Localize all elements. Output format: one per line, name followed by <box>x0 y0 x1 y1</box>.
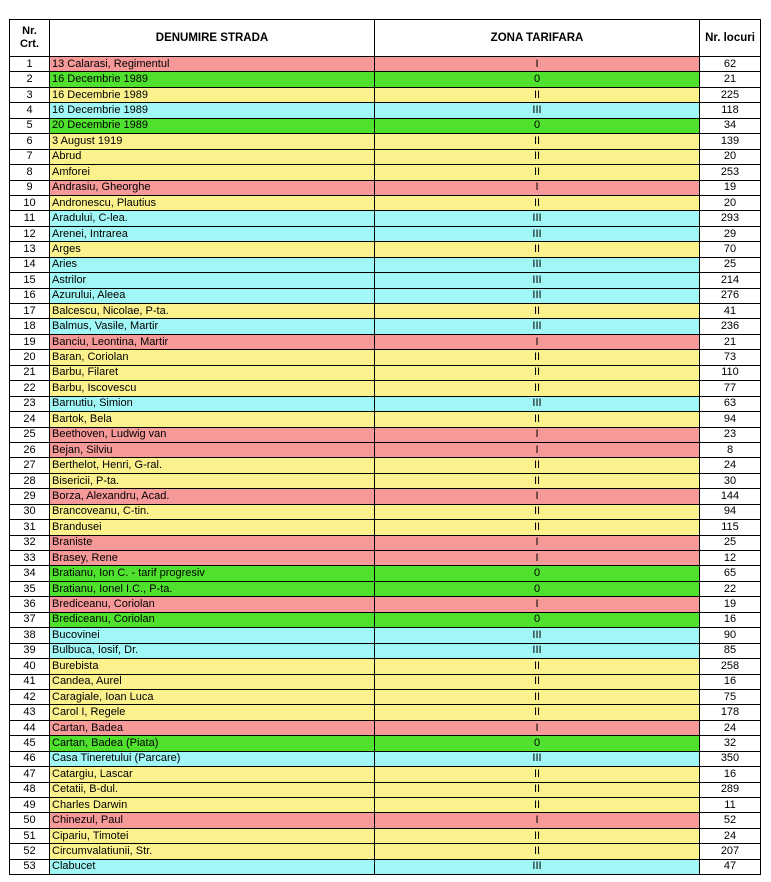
row-number-cell: 17 <box>10 304 50 319</box>
table-row <box>10 442 761 457</box>
parking-spots-cell: 32 <box>700 736 761 751</box>
parking-spots-cell: 110 <box>700 365 761 380</box>
tariff-zone-cell: III <box>375 319 700 334</box>
parking-spots-cell: 276 <box>700 288 761 303</box>
row-number-cell: 52 <box>10 844 50 859</box>
table-row <box>10 427 761 442</box>
street-name-cell: Brasey, Rene <box>50 551 375 566</box>
table-row <box>10 489 761 504</box>
table-row <box>10 195 761 210</box>
parking-spots-cell: 214 <box>700 273 761 288</box>
tariff-zone-cell: II <box>375 705 700 720</box>
street-name-cell: Cartan, Badea (Piata) <box>50 736 375 751</box>
row-number-cell: 33 <box>10 551 50 566</box>
table-row <box>10 396 761 411</box>
row-number-cell: 12 <box>10 226 50 241</box>
row-number-cell: 21 <box>10 365 50 380</box>
street-name-cell: Bulbuca, Iosif, Dr. <box>50 643 375 658</box>
tariff-zone-cell: II <box>375 195 700 210</box>
parking-spots-cell: 94 <box>700 504 761 519</box>
tariff-zone-cell: II <box>375 828 700 843</box>
street-name-cell: Borza, Alexandru, Acad. <box>50 489 375 504</box>
tariff-zone-cell: II <box>375 458 700 473</box>
parking-spots-cell: 19 <box>700 597 761 612</box>
row-number-cell: 20 <box>10 350 50 365</box>
parking-spots-cell: 12 <box>700 551 761 566</box>
parking-spots-cell: 34 <box>700 118 761 133</box>
row-number-cell: 49 <box>10 798 50 813</box>
tariff-zone-cell: II <box>375 304 700 319</box>
parking-spots-cell: 144 <box>700 489 761 504</box>
parking-spots-cell: 94 <box>700 412 761 427</box>
table-row <box>10 319 761 334</box>
row-number-cell: 1 <box>10 57 50 72</box>
header-nr-line1: Nr. <box>22 25 37 37</box>
parking-spots-cell: 225 <box>700 87 761 102</box>
table-row <box>10 689 761 704</box>
street-name-cell: Barbu, Iscovescu <box>50 381 375 396</box>
table-row <box>10 134 761 149</box>
tariff-zone-cell: III <box>375 288 700 303</box>
tariff-zone-cell: I <box>375 489 700 504</box>
table-row <box>10 828 761 843</box>
parking-spots-cell: 207 <box>700 844 761 859</box>
tariff-zone-cell: II <box>375 149 700 164</box>
street-name-cell: Astrilor <box>50 273 375 288</box>
table-body <box>10 57 761 875</box>
street-name-cell: Caragiale, Ioan Luca <box>50 689 375 704</box>
table-row <box>10 304 761 319</box>
table-row <box>10 705 761 720</box>
table-row <box>10 273 761 288</box>
street-name-cell: Balmus, Vasile, Martir <box>50 319 375 334</box>
row-number-cell: 50 <box>10 813 50 828</box>
row-number-cell: 15 <box>10 273 50 288</box>
table-row <box>10 767 761 782</box>
parking-spots-cell: 236 <box>700 319 761 334</box>
tariff-zone-cell: III <box>375 396 700 411</box>
tariff-zone-cell: II <box>375 689 700 704</box>
tariff-zone-cell: I <box>375 813 700 828</box>
tariff-zone-cell: II <box>375 87 700 102</box>
parking-spots-cell: 29 <box>700 226 761 241</box>
street-name-cell: Brancoveanu, C-tin. <box>50 504 375 519</box>
tariff-zone-cell: III <box>375 257 700 272</box>
tariff-zone-cell: II <box>375 782 700 797</box>
tariff-zone-cell: II <box>375 134 700 149</box>
street-name-cell: Aradului, C-lea. <box>50 211 375 226</box>
street-name-cell: Casa Tineretului (Parcare) <box>50 751 375 766</box>
parking-spots-cell: 115 <box>700 520 761 535</box>
header-nr-crt <box>10 20 50 57</box>
tariff-zone-cell: III <box>375 859 700 874</box>
street-name-cell: Cartan, Badea <box>50 720 375 735</box>
table-row <box>10 581 761 596</box>
row-number-cell: 18 <box>10 319 50 334</box>
tariff-zone-cell: II <box>375 659 700 674</box>
parking-spots-cell: 65 <box>700 566 761 581</box>
street-name-cell: Bisericii, P-ta. <box>50 473 375 488</box>
parking-spots-cell: 70 <box>700 242 761 257</box>
parking-spots-cell: 73 <box>700 350 761 365</box>
parking-spots-cell: 289 <box>700 782 761 797</box>
row-number-cell: 53 <box>10 859 50 874</box>
tariff-zone-cell: III <box>375 273 700 288</box>
tariff-zone-cell: II <box>375 473 700 488</box>
parking-spots-cell: 47 <box>700 859 761 874</box>
tariff-zone-cell: II <box>375 798 700 813</box>
tariff-zone-cell: 0 <box>375 118 700 133</box>
parking-spots-cell: 25 <box>700 535 761 550</box>
tariff-zone-cell: II <box>375 412 700 427</box>
tariff-zone-cell: III <box>375 211 700 226</box>
street-name-cell: Amforei <box>50 165 375 180</box>
tariff-zone-cell: II <box>375 767 700 782</box>
street-name-cell: Brandusei <box>50 520 375 535</box>
table-row <box>10 520 761 535</box>
tariff-zone-cell: III <box>375 751 700 766</box>
row-number-cell: 22 <box>10 381 50 396</box>
table-row <box>10 736 761 751</box>
table-row <box>10 813 761 828</box>
street-name-cell: Banciu, Leontina, Martir <box>50 334 375 349</box>
street-name-cell: 13 Calarasi, Regimentul <box>50 57 375 72</box>
parking-spots-cell: 21 <box>700 72 761 87</box>
tariff-zone-cell: 0 <box>375 566 700 581</box>
table-row <box>10 674 761 689</box>
street-name-cell: Burebista <box>50 659 375 674</box>
row-number-cell: 36 <box>10 597 50 612</box>
street-name-cell: Berthelot, Henri, G-ral. <box>50 458 375 473</box>
parking-spots-cell: 52 <box>700 813 761 828</box>
row-number-cell: 2 <box>10 72 50 87</box>
table-row <box>10 782 761 797</box>
parking-spots-cell: 16 <box>700 674 761 689</box>
tariff-zone-cell: I <box>375 597 700 612</box>
street-name-cell: Bratianu, Ion C. - tarif progresiv <box>50 566 375 581</box>
street-name-cell: 20 Decembrie 1989 <box>50 118 375 133</box>
table-row <box>10 628 761 643</box>
row-number-cell: 40 <box>10 659 50 674</box>
table-row <box>10 72 761 87</box>
row-number-cell: 46 <box>10 751 50 766</box>
row-number-cell: 16 <box>10 288 50 303</box>
tariff-zone-cell: III <box>375 643 700 658</box>
tariff-zone-cell: I <box>375 551 700 566</box>
header-row <box>10 20 761 57</box>
table-row <box>10 473 761 488</box>
tariff-zone-cell: II <box>375 242 700 257</box>
parking-spots-cell: 16 <box>700 612 761 627</box>
tariff-zone-cell: II <box>375 350 700 365</box>
street-name-cell: Brediceanu, Coriolan <box>50 597 375 612</box>
table-row <box>10 412 761 427</box>
street-name-cell: Bratianu, Ionel I.C., P-ta. <box>50 581 375 596</box>
header-nr-line2: Crt. <box>20 38 39 50</box>
parking-spots-cell: 63 <box>700 396 761 411</box>
row-number-cell: 8 <box>10 165 50 180</box>
table-row <box>10 643 761 658</box>
row-number-cell: 13 <box>10 242 50 257</box>
row-number-cell: 27 <box>10 458 50 473</box>
table-row <box>10 381 761 396</box>
row-number-cell: 48 <box>10 782 50 797</box>
parking-spots-cell: 350 <box>700 751 761 766</box>
row-number-cell: 24 <box>10 412 50 427</box>
row-number-cell: 32 <box>10 535 50 550</box>
parking-spots-cell: 253 <box>700 165 761 180</box>
tariff-zone-cell: II <box>375 504 700 519</box>
parking-spots-cell: 62 <box>700 57 761 72</box>
parking-spots-cell: 178 <box>700 705 761 720</box>
parking-spots-cell: 293 <box>700 211 761 226</box>
row-number-cell: 30 <box>10 504 50 519</box>
parking-spots-cell: 90 <box>700 628 761 643</box>
tariff-zone-cell: I <box>375 535 700 550</box>
parking-spots-cell: 75 <box>700 689 761 704</box>
street-name-cell: Barbu, Filaret <box>50 365 375 380</box>
street-name-cell: Clabucet <box>50 859 375 874</box>
street-name-cell: Andronescu, Plautius <box>50 195 375 210</box>
table-row <box>10 87 761 102</box>
street-name-cell: Brediceanu, Coriolan <box>50 612 375 627</box>
street-name-cell: Charles Darwin <box>50 798 375 813</box>
street-name-cell: Candea, Aurel <box>50 674 375 689</box>
parking-spots-cell: 24 <box>700 458 761 473</box>
table-row <box>10 149 761 164</box>
tariff-zone-cell: 0 <box>375 736 700 751</box>
row-number-cell: 6 <box>10 134 50 149</box>
table-row <box>10 844 761 859</box>
row-number-cell: 28 <box>10 473 50 488</box>
table-row <box>10 350 761 365</box>
street-name-cell: 16 Decembrie 1989 <box>50 87 375 102</box>
parking-spots-cell: 19 <box>700 180 761 195</box>
row-number-cell: 35 <box>10 581 50 596</box>
tariff-zone-cell: II <box>375 165 700 180</box>
table-row <box>10 57 761 72</box>
table-row <box>10 798 761 813</box>
table-row <box>10 242 761 257</box>
tariff-zone-cell: I <box>375 334 700 349</box>
table-row <box>10 180 761 195</box>
street-name-cell: Circumvalatiunii, Str. <box>50 844 375 859</box>
street-name-cell: Balcescu, Nicolae, P-ta. <box>50 304 375 319</box>
parking-spots-cell: 16 <box>700 767 761 782</box>
row-number-cell: 34 <box>10 566 50 581</box>
row-number-cell: 47 <box>10 767 50 782</box>
street-name-cell: Bejan, Silviu <box>50 442 375 457</box>
tariff-zone-cell: II <box>375 674 700 689</box>
header-street-name: DENUMIRE STRADA <box>50 20 375 57</box>
row-number-cell: 45 <box>10 736 50 751</box>
street-name-cell: Cetatii, B-dul. <box>50 782 375 797</box>
row-number-cell: 9 <box>10 180 50 195</box>
row-number-cell: 5 <box>10 118 50 133</box>
tariff-zone-cell: II <box>375 365 700 380</box>
street-name-cell: Bucovinei <box>50 628 375 643</box>
table-row <box>10 103 761 118</box>
tariff-zone-cell: III <box>375 628 700 643</box>
parking-spots-cell: 11 <box>700 798 761 813</box>
row-number-cell: 3 <box>10 87 50 102</box>
tariff-zone-cell: III <box>375 103 700 118</box>
tariff-zone-cell: II <box>375 844 700 859</box>
parking-spots-cell: 20 <box>700 149 761 164</box>
table-row <box>10 288 761 303</box>
row-number-cell: 10 <box>10 195 50 210</box>
parking-spots-cell: 41 <box>700 304 761 319</box>
table-row <box>10 118 761 133</box>
parking-spots-cell: 21 <box>700 334 761 349</box>
street-name-cell: Baran, Coriolan <box>50 350 375 365</box>
table-row <box>10 226 761 241</box>
street-name-cell: Andrasiu, Gheorghe <box>50 180 375 195</box>
parking-zones-table <box>9 19 761 875</box>
header-tariff-zone: ZONA TARIFARA <box>375 20 700 57</box>
row-number-cell: 31 <box>10 520 50 535</box>
parking-spots-cell: 24 <box>700 828 761 843</box>
street-name-cell: Chinezul, Paul <box>50 813 375 828</box>
table-row <box>10 597 761 612</box>
row-number-cell: 41 <box>10 674 50 689</box>
parking-spots-cell: 20 <box>700 195 761 210</box>
parking-spots-cell: 30 <box>700 473 761 488</box>
parking-spots-cell: 77 <box>700 381 761 396</box>
parking-spots-cell: 85 <box>700 643 761 658</box>
table-row <box>10 458 761 473</box>
street-name-cell: Bartok, Bela <box>50 412 375 427</box>
parking-spots-cell: 24 <box>700 720 761 735</box>
street-name-cell: Arenei, Intrarea <box>50 226 375 241</box>
parking-spots-cell: 258 <box>700 659 761 674</box>
tariff-zone-cell: II <box>375 381 700 396</box>
table-row <box>10 165 761 180</box>
row-number-cell: 38 <box>10 628 50 643</box>
street-name-cell: 16 Decembrie 1989 <box>50 72 375 87</box>
parking-zones-sheet <box>9 19 761 875</box>
street-name-cell: Cipariu, Timotei <box>50 828 375 843</box>
tariff-zone-cell: I <box>375 427 700 442</box>
parking-spots-cell: 8 <box>700 442 761 457</box>
row-number-cell: 37 <box>10 612 50 627</box>
street-name-cell: Aries <box>50 257 375 272</box>
street-name-cell: Arges <box>50 242 375 257</box>
street-name-cell: Barnutiu, Simion <box>50 396 375 411</box>
tariff-zone-cell: I <box>375 57 700 72</box>
row-number-cell: 14 <box>10 257 50 272</box>
table-row <box>10 720 761 735</box>
header-parking-spots: Nr. locuri <box>700 20 761 57</box>
street-name-cell: Braniste <box>50 535 375 550</box>
table-row <box>10 566 761 581</box>
row-number-cell: 26 <box>10 442 50 457</box>
table-row <box>10 535 761 550</box>
table-row <box>10 551 761 566</box>
row-number-cell: 7 <box>10 149 50 164</box>
row-number-cell: 23 <box>10 396 50 411</box>
parking-spots-cell: 139 <box>700 134 761 149</box>
table-row <box>10 334 761 349</box>
street-name-cell: Beethoven, Ludwig van <box>50 427 375 442</box>
table-row <box>10 751 761 766</box>
parking-spots-cell: 22 <box>700 581 761 596</box>
tariff-zone-cell: I <box>375 442 700 457</box>
row-number-cell: 11 <box>10 211 50 226</box>
street-name-cell: 16 Decembrie 1989 <box>50 103 375 118</box>
tariff-zone-cell: 0 <box>375 581 700 596</box>
street-name-cell: Abrud <box>50 149 375 164</box>
table-row <box>10 504 761 519</box>
table-row <box>10 659 761 674</box>
row-number-cell: 4 <box>10 103 50 118</box>
row-number-cell: 51 <box>10 828 50 843</box>
street-name-cell: Catargiu, Lascar <box>50 767 375 782</box>
row-number-cell: 44 <box>10 720 50 735</box>
row-number-cell: 43 <box>10 705 50 720</box>
tariff-zone-cell: I <box>375 720 700 735</box>
tariff-zone-cell: III <box>375 226 700 241</box>
table-row <box>10 612 761 627</box>
parking-spots-cell: 118 <box>700 103 761 118</box>
row-number-cell: 39 <box>10 643 50 658</box>
row-number-cell: 29 <box>10 489 50 504</box>
street-name-cell: Carol I, Regele <box>50 705 375 720</box>
table-row <box>10 859 761 874</box>
tariff-zone-cell: 0 <box>375 612 700 627</box>
row-number-cell: 25 <box>10 427 50 442</box>
table-row <box>10 365 761 380</box>
table-row <box>10 211 761 226</box>
tariff-zone-cell: II <box>375 520 700 535</box>
parking-spots-cell: 23 <box>700 427 761 442</box>
row-number-cell: 19 <box>10 334 50 349</box>
table-row <box>10 257 761 272</box>
street-name-cell: 3 August 1919 <box>50 134 375 149</box>
tariff-zone-cell: 0 <box>375 72 700 87</box>
tariff-zone-cell: I <box>375 180 700 195</box>
row-number-cell: 42 <box>10 689 50 704</box>
street-name-cell: Azurului, Aleea <box>50 288 375 303</box>
parking-spots-cell: 25 <box>700 257 761 272</box>
